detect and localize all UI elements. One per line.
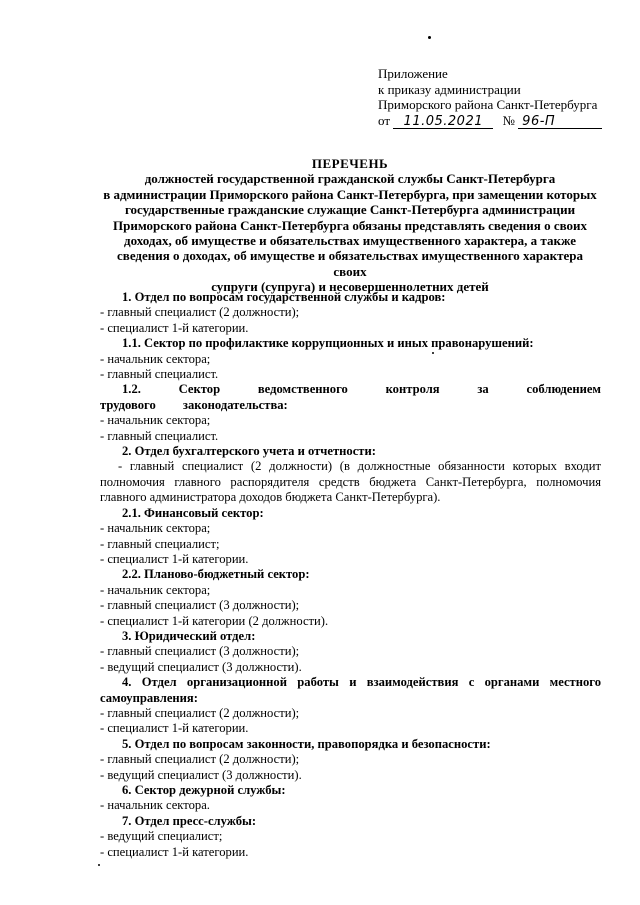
order-date: 11.05.2021 — [393, 115, 493, 129]
appendix-line: к приказу администрации — [378, 81, 521, 97]
list-item: - начальник сектора; — [100, 521, 211, 536]
list-item: - специалист 1-й категории. — [100, 551, 249, 566]
section-heading: 4. Отдел организационной работы и взаимодействия с органами местного самоуправления: — [100, 675, 601, 705]
list-item: - главный специалист (2 должности); — [100, 752, 300, 767]
section-heading: 5. Отдел по вопросам законности, правопорядка и безопасности: — [122, 736, 491, 751]
number-label: № — [502, 112, 515, 128]
list-item: - главный специалист (2 должности); — [100, 305, 300, 320]
section-heading: 2. Отдел бухгалтерского учета и отчетности: — [122, 444, 376, 459]
appendix-line: Приложение — [378, 66, 448, 81]
section-heading: 1.1. Сектор по профилактике коррупционных и иных правонарушений: — [122, 336, 534, 351]
list-item: - главный специалист (3 должности); — [100, 598, 300, 613]
list-paragraph: - главный специалист (2 должности) (в должностные обязанности которых входит полномочия главного распорядителя средств бюджета Санкт-Петербурга, полномочия главного администратора доходов бюджета Санкт-Петербурга). — [100, 459, 601, 505]
list-item: - ведущий специалист (3 должности). — [100, 659, 302, 674]
title-line: сведения о доходах, об имуществе и обязательствах имущественного характера своих — [117, 248, 583, 279]
section-heading: 1. Отдел по вопросам государственной службы и кадров: — [122, 290, 446, 304]
list-item: - главный специалист. — [100, 367, 219, 382]
title-line: должностей государственной гражданской службы Санкт-Петербурга — [144, 171, 556, 187]
list-item: - начальник сектора; — [100, 582, 211, 597]
scan-speck — [428, 36, 431, 39]
list-item: - специалист 1-й категории (2 должности). — [100, 613, 329, 628]
title-heading: ПЕРЕЧЕНЬ — [311, 156, 389, 171]
list-item: - специалист 1-й категории. — [100, 844, 249, 859]
appendix-line: Приморского района Санкт-Петербурга — [378, 97, 598, 112]
list-item: - главный специалист; — [100, 536, 220, 551]
list-item: - главный специалист. — [100, 428, 219, 443]
appendix-note — [378, 66, 602, 129]
section-heading: 3. Юридический отдел: — [122, 628, 256, 643]
list-item: - ведущий специалист; — [100, 829, 223, 844]
title-line: доходах, об имуществе и обязательствах имущественного характера, а также — [124, 233, 576, 249]
positions-list — [100, 290, 601, 860]
section-heading: 2.2. Планово-бюджетный сектор: — [122, 567, 310, 582]
order-reference — [378, 113, 602, 129]
list-item: - начальник сектора; — [100, 413, 211, 428]
from-label: от — [378, 112, 391, 128]
list-item: - главный специалист (3 должности); — [100, 644, 300, 659]
list-item: - начальник сектора; — [100, 351, 211, 366]
title-line: Приморского района Санкт-Петербурга обязаны представлять сведения о своих — [112, 217, 588, 233]
list-item: - специалист 1-й категории. — [100, 320, 249, 335]
section-heading: 1.2. Сектор ведомственного контроля за соблюдением трудового законодательства: — [100, 382, 601, 412]
list-item: - специалист 1-й категории. — [100, 721, 249, 736]
title-line: супруги (супруга) и несовершеннолетних детей — [211, 279, 489, 295]
section-heading: 2.1. Финансовый сектор: — [122, 505, 264, 520]
section-heading: 7. Отдел пресс-службы: — [122, 813, 257, 828]
list-item: - ведущий специалист (3 должности). — [100, 767, 302, 782]
title-line: государственные гражданские служащие Санкт-Петербурга администрации — [124, 202, 576, 218]
title-line: в администрации Приморского района Санкт-Петербурга, при замещении которых — [103, 186, 597, 202]
list-item: - главный специалист (2 должности); — [100, 705, 300, 720]
order-number: 96-П — [518, 115, 602, 129]
list-item: - начальник сектора. — [100, 798, 210, 813]
section-heading: 6. Сектор дежурной службы: — [122, 783, 286, 797]
document-title — [100, 156, 600, 295]
scan-speck — [98, 864, 100, 866]
